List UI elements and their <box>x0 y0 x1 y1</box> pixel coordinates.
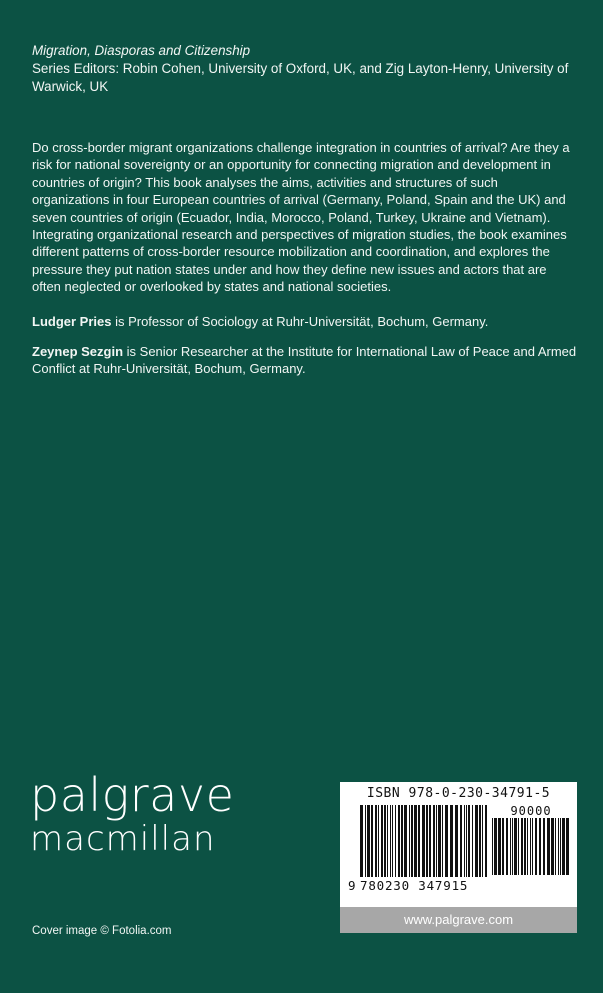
author-name-2: Zeynep Sezgin <box>32 344 124 359</box>
barcode-bar <box>401 805 403 877</box>
author-bio-text-1: is Professor of Sociology at Ruhr-Universität, Bochum, Germany. <box>111 314 489 329</box>
series-editors: Series Editors: Robin Cohen, University of Oxford, UK, and Zig Layton-Henry, University of Warwick, UK <box>32 61 569 94</box>
publisher-logo <box>30 768 235 859</box>
barcode-bar <box>404 805 407 877</box>
barcode-bar <box>378 805 379 877</box>
barcode-bar <box>395 805 396 877</box>
barcode-bar <box>566 818 569 875</box>
barcode-bar <box>527 818 528 875</box>
author-bio-2 <box>32 343 577 378</box>
barcode-bar <box>422 805 425 877</box>
barcode-bar <box>429 805 431 877</box>
barcode-bar <box>524 818 526 875</box>
barcode-bar <box>512 818 513 875</box>
barcode-bar <box>506 818 508 875</box>
barcode-bar <box>398 805 400 877</box>
book-description: Do cross-border migrant organizations challenge integration in countries of arrival? Are they a risk for national sovereignty or an opportunity for connecting migration and development in countries of origin? This book analyses the aims, activities and structures of such organizations in four European countries of arrival (Germany, Poland, Spain and the UK) and seven countries of origin (Ecuador, India, Morocco, Poland, Turkey, Ukraine and Vietnam). Integrating organizational research and perspectives of migration studies, the book examines different patterns of cross-border resource mobilization and coordination, and explores the pressure they put nation states under and how they define new issues and actors that are often neglected or overlooked by states and national societies. <box>32 140 570 295</box>
author-bio-1 <box>32 313 577 330</box>
barcode-bar <box>464 805 465 877</box>
addon-digits: 90000 <box>510 804 552 818</box>
barcode-bar <box>392 805 393 877</box>
addon-barcode-bars <box>492 818 570 875</box>
barcode-bar <box>436 805 437 877</box>
barcode-bar <box>381 805 383 877</box>
logo-line-2: macmillan <box>30 819 216 859</box>
series-info <box>32 42 572 96</box>
barcode-bar <box>560 818 561 875</box>
barcode-bar <box>409 805 410 877</box>
barcode-panel <box>340 782 577 907</box>
series-title: Migration, Diasporas and Citizenship <box>32 43 251 58</box>
barcode-bar <box>468 805 470 877</box>
barcode-bar <box>375 805 377 877</box>
barcode-bar <box>530 818 531 875</box>
barcode-bar <box>562 818 565 875</box>
barcode-bar <box>558 818 559 875</box>
barcode-bar <box>547 818 550 875</box>
barcode-bar <box>543 818 545 875</box>
ean-barcode-bars <box>360 805 488 877</box>
barcode-bar <box>532 818 533 875</box>
barcode-bar <box>411 805 413 877</box>
barcode-bar <box>390 805 391 877</box>
barcode-bar <box>418 805 420 877</box>
author-name-1: Ludger Pries <box>32 314 112 329</box>
barcode-bar <box>384 805 386 877</box>
barcode-bar <box>551 818 554 875</box>
barcode-bar <box>426 805 428 877</box>
barcode-bar <box>518 818 519 875</box>
barcode-bar <box>482 805 483 877</box>
barcode-bar <box>510 818 511 875</box>
isbn-text: ISBN 978-0-230-34791-5 <box>366 786 551 801</box>
author-bio-text-2: is Senior Researcher at the Institute for International Law of Peace and Armed Conflict at Ruhr-Universität, Bochum, Germany. <box>32 344 577 377</box>
barcode-bar <box>365 805 366 877</box>
website-link[interactable]: www.palgrave.com <box>340 907 577 933</box>
barcode-bar <box>371 805 373 877</box>
ean-first-digit: 9 <box>348 878 356 893</box>
barcode-bar <box>438 805 441 877</box>
barcode-bar <box>433 805 435 877</box>
ean-digits: 780230 347915 <box>360 878 469 893</box>
barcode-bar <box>445 805 448 877</box>
barcode-bar <box>472 805 473 877</box>
barcode-bar <box>492 818 493 875</box>
barcode-bar <box>387 805 388 877</box>
barcode-bar <box>460 805 462 877</box>
barcode-bar <box>450 805 453 877</box>
barcode-bar <box>498 818 501 875</box>
barcode-bar <box>360 805 363 877</box>
barcode-bar <box>521 818 523 875</box>
barcode-bar <box>555 818 556 875</box>
barcode-bar <box>442 805 443 877</box>
barcode-bar <box>475 805 478 877</box>
barcode-bar <box>535 818 537 875</box>
barcode-bar <box>502 818 504 875</box>
barcode-bar <box>367 805 370 877</box>
barcode-bar <box>479 805 481 877</box>
barcode-bar <box>539 818 541 875</box>
barcode-bar <box>494 818 497 875</box>
logo-line-1: palgrave <box>30 768 235 822</box>
barcode-bar <box>466 805 467 877</box>
barcode-bar <box>485 805 487 877</box>
barcode-bar <box>455 805 458 877</box>
barcode-bar <box>514 818 517 875</box>
barcode-bar <box>414 805 417 877</box>
cover-credit: Cover image © Fotolia.com <box>32 925 172 937</box>
